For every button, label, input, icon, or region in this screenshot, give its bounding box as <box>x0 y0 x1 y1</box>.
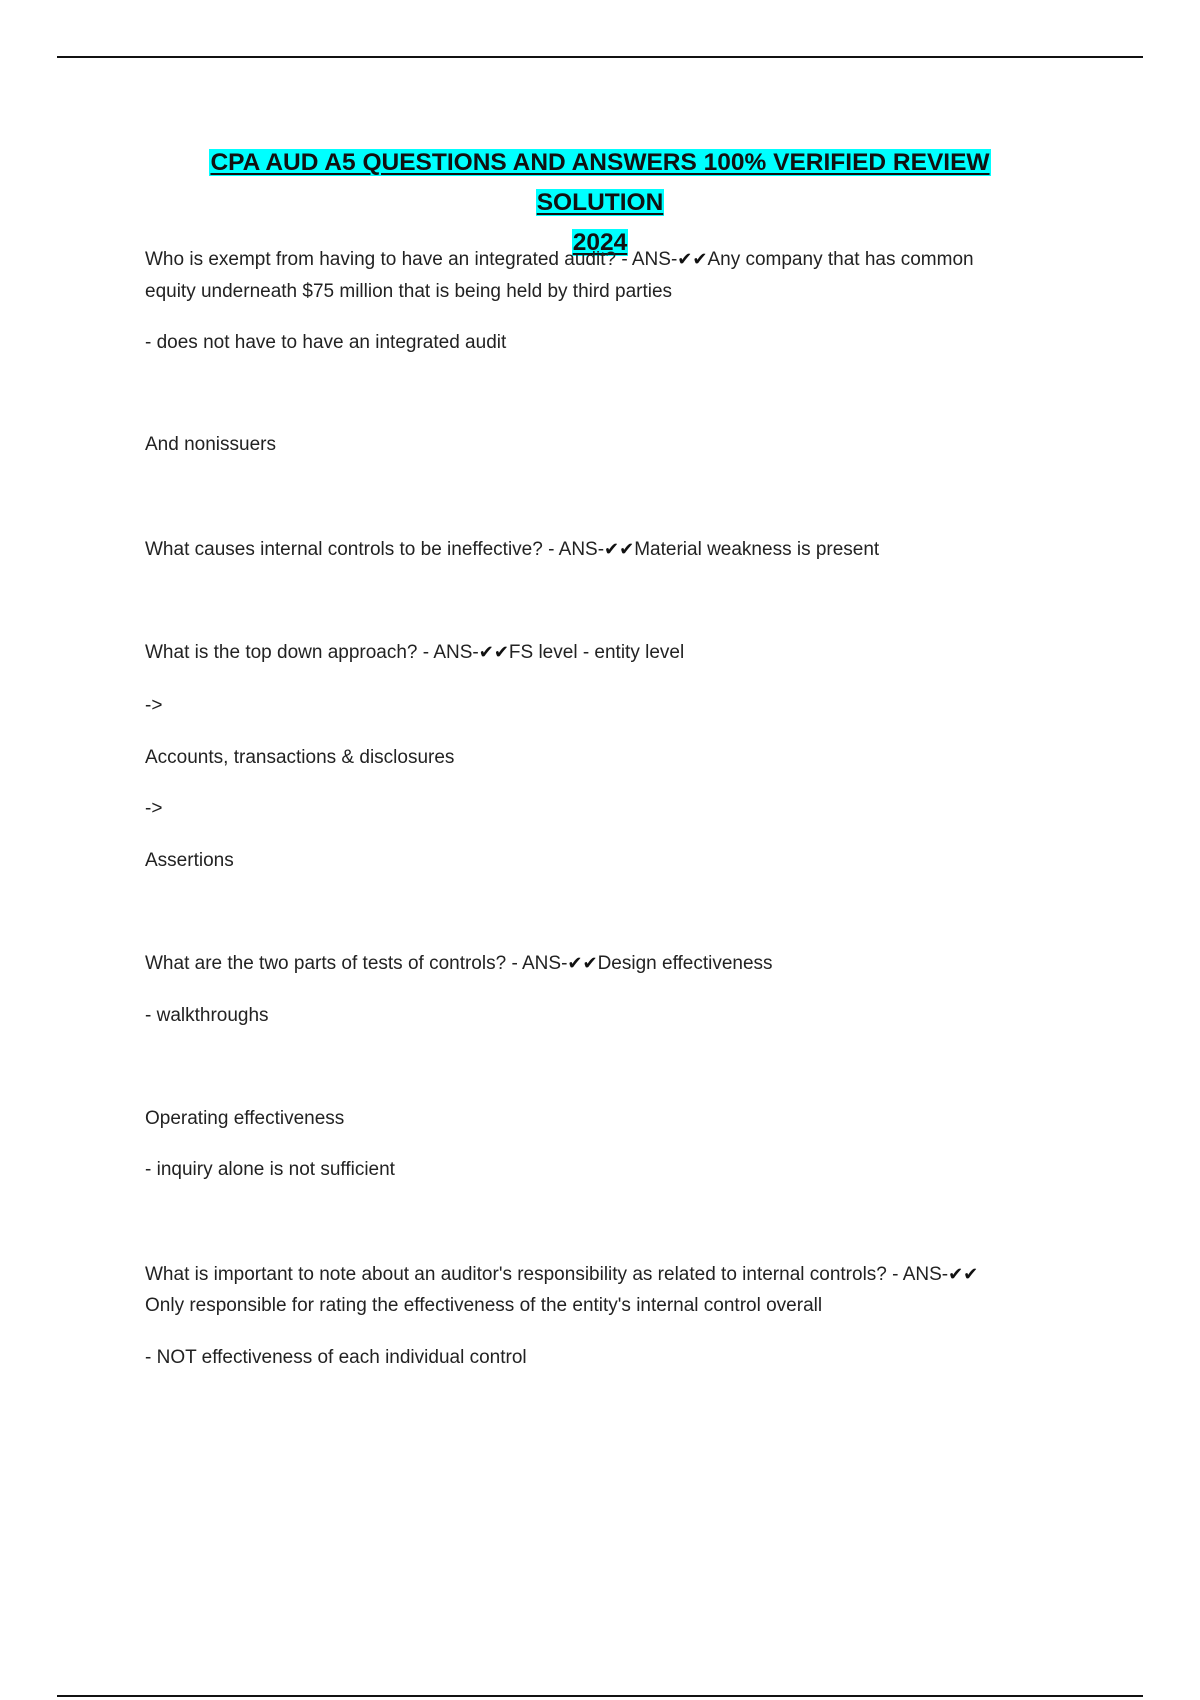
answer-line: -> <box>145 798 163 819</box>
check-mark-icon: ✔✔ <box>604 539 635 560</box>
question-line: What is the top down approach? - ANS-✔✔FS level - entity level <box>145 642 685 663</box>
question-line: What are the two parts of tests of controls? - ANS-✔✔Design effectiveness <box>145 953 773 974</box>
check-mark-icon: ✔✔ <box>567 953 598 974</box>
check-mark-icon: ✔✔ <box>478 642 509 663</box>
answer-line: Accounts, transactions & disclosures <box>145 747 455 768</box>
question-line: What causes internal controls to be ineffective? - ANS-✔✔Material weakness is present <box>145 539 880 560</box>
footer-rule <box>57 1695 1143 1697</box>
title-line-2: 2024 <box>572 229 628 256</box>
answer-line: - does not have to have an integrated audit <box>145 332 507 353</box>
answer-line: - NOT effectiveness of each individual control <box>145 1347 527 1368</box>
question-line: Who is exempt from having to have an integrated audit? - ANS-✔✔Any company that has common <box>145 249 974 270</box>
answer-line: equity underneath $75 million that is being held by third parties <box>145 281 673 302</box>
check-mark-icon: ✔✔ <box>948 1264 979 1285</box>
answer-line: -> <box>145 695 163 716</box>
title-line-1: CPA AUD A5 QUESTIONS AND ANSWERS 100% VERIFIED REVIEW SOLUTION <box>210 149 990 216</box>
answer-line: And nonissuers <box>145 434 276 455</box>
answer-line: Assertions <box>145 850 234 871</box>
answer-line: Only responsible for rating the effectiveness of the entity's internal control overall <box>145 1295 823 1316</box>
answer-line: - inquiry alone is not sufficient <box>145 1159 395 1180</box>
answer-line: - walkthroughs <box>145 1005 269 1026</box>
check-mark-icon: ✔✔ <box>677 249 708 270</box>
question-line: What is important to note about an auditor's responsibility as related to internal controls? - ANS-✔✔ <box>145 1264 979 1285</box>
answer-line: Operating effectiveness <box>145 1108 345 1129</box>
header-rule <box>57 56 1143 58</box>
